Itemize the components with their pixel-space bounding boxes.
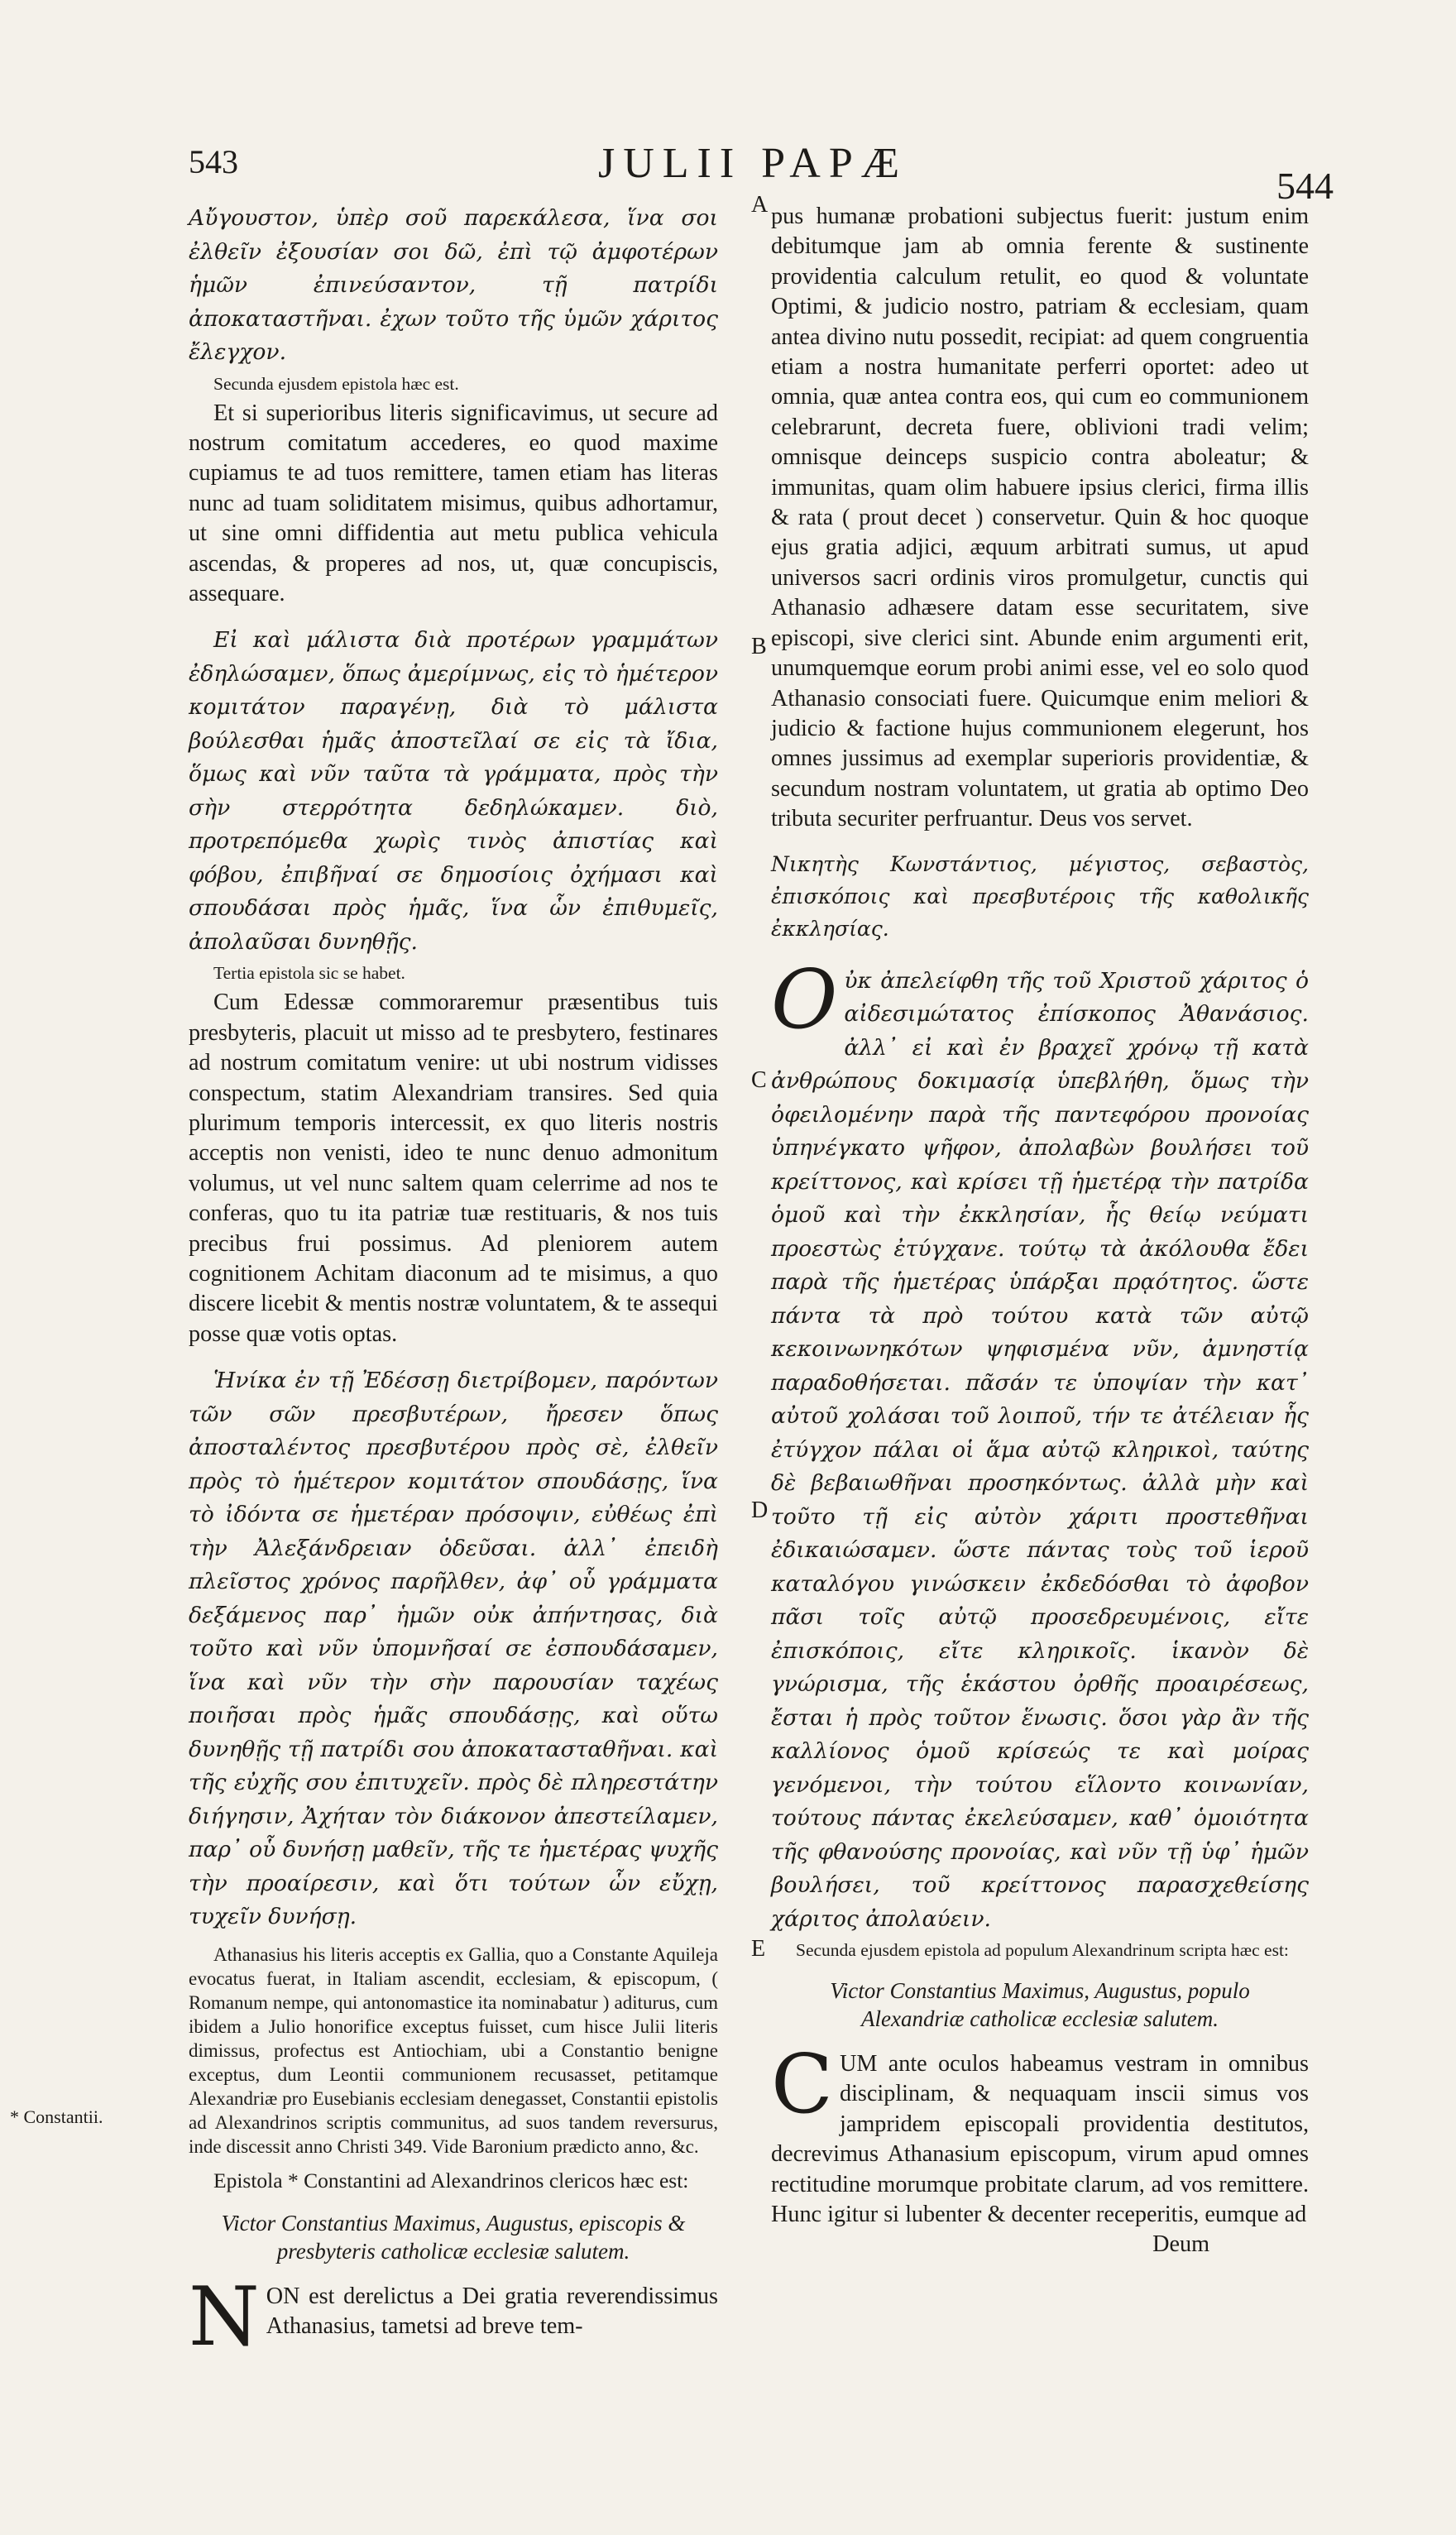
greek-text-block: Αὔγουστον, ὑπὲρ σοῦ παρεκάλεσα, ἵνα σοι ἐλθεῖν ἐξουσίαν σοι δῶ, ἐπὶ τῷ ἀμφοτέρων ἡμῶν ἐπινεύσαντον, τῇ πατρίδι ἀποκαταστῆναι. ἐχων τοῦτο τῆς ὑμῶν χάριτος ἔλεγχον. [189, 205, 718, 365]
page-number-left: 543 [189, 143, 238, 180]
epistle-label: Secunda ejusdem epistola ad populum Alexandrinum scripta hæc est: [796, 1940, 1289, 1961]
left-column [189, 202, 718, 2365]
address-heading: Victor Constantius Maximus, Augustus, episcopis & presbyteris catholicæ ecclesiæ salutem. [221, 2210, 686, 2264]
latin-text-block: Cum Edessæ commoraremur præsentibus tuis presbyteris, placuit ut misso ad te presbytero, festinares ad nostrum comitatum venire: ut ubi nostrum vidisses conspectum, statim Alexandriam transires. Sed quia plurimum temporis intercessit, ex quo literis nostris acceptis non venisti, ideo te nunc denuo admonitum volumus, ut vel nunc saltem quam celerrime ad nos te conferas, quo tu ita patriæ tuæ restituaris, & nos tuis precibus frui possimus. Ad pleniorem autem cognitionem Achitam diaconum ad te misimus, a quo discere licebit & mentis nostræ voluntatem, & te assequi posse quæ votis optas. [189, 990, 718, 1347]
page-header [165, 132, 1340, 207]
section-marker-b: B [751, 634, 767, 659]
address-heading: Victor Constantius Maximus, Augustus, populo Alexandriæ catholicæ ecclesiæ salutem. [830, 1978, 1250, 2032]
section-marker-a: A [751, 192, 769, 218]
latin-text-block: Et si superioribus literis significavimus, ut secure ad nostrum comitatum accederes, eo quod maxime cupiamus te ad tuos remittere, tamen etiam has literas nunc ad tuam soliditatem misimus, quibus adhortamur, ut sine omni diffidentia aut metu publica vehicula ascendas, & properes ad nos, ut, quæ concupiscis, assequare. [189, 400, 718, 606]
greek-address-heading: Νικητὴς Κωνστάντιος, μέγιστος, σεβαστὸς, ἐπισκόποις καὶ πρεσβυτέροις τῆς καθολικῆς ἐκκλησίας. [771, 851, 1309, 941]
running-title: JULII PAPÆ [597, 140, 908, 187]
greek-text-block: Εἰ καὶ μάλιστα διὰ προτέρων γραμμάτων ἐδηλώσαμεν, ὅπως ἀμερίμνως, εἰς τὸ ἡμέτερον κομιτάτον παραγένῃ, διὰ τὸ μάλιστα βούλεσθαι ἡμᾶς ἀποστεῖλαί σε εἰς τὰ ἴδια, ὅμως καὶ νῦν ταῦτα τὰ γράμματα, πρὸς τὴν σὴν στερρότητα δεδηλώκαμεν. διὸ, προτρεπόμεθα χωρὶς τινὸς ἀπιστίας καὶ φόβου, ἐπιβῆναί σε δημοσίοις ὀχήμασι καὶ σπουδάσαι πρὸς ἡμᾶς, ἵνα ὧν ἐπιθυμεῖς, ἀπολαῦσαι δυνηθῇς. [189, 627, 718, 955]
latin-text-block: CUM ante oculos habeamus vestram in omnibus disciplinam, & nequaquam inscii simus vos jampridem episcopali providentia destitutos, decrevimus Athanasium episcopum, virum apud omnes rectitudine morumque probitate clarum, ad vos remittere. Hunc igitur si lubenter & decenter receperitis, eumque ad [771, 2038, 1309, 2228]
epistle-label: Secunda ejusdem epistola hæc est. [213, 373, 459, 394]
drop-capital: C [771, 2038, 833, 2133]
catchword: Deum [1152, 2231, 1209, 2258]
epistola-line: Epistola * Constantini ad Alexandrinos clericos hæc est: [213, 2168, 689, 2192]
margin-note: * Constantii. [10, 2106, 103, 2127]
latin-text-block: pus humanæ probationi subjectus fuerit: justum enim debitumque jam ab omnia ferente & sustinente providentia calculum retulit, eo quod & voluntate Optimi, & judicio nostro, patriam & ecclesiam, quam antea divino nutu possedit, recipiat: ad quem congruentia etiam a nostra humanitate perferri oportet: adeo ut omnia, quæ antea contra eos, qui cum eo communionem celebrarunt, decreta fuere, oblivioni tradi velim; omnisque deinceps suspicio contra aboleatur; & immunitas, quam olim habuere ipsius clerici, firma illis & rata ( prout decet ) conservetur. Quin & hoc quoque ejus gratia adjici, æquum arbitrati sumus, ut apud universos sacri ordinis viros promulgetur, cunctis qui Athanasio adhæsere datam esse securitatem, sive episcopi, sive clerici sint. Abunde enim argumenti erit, unumquemque eorum probi animi esse, vel eo solo quod Athanasio consociati fuere. Quicumque enim meliori & judicio & factione hujus communionem elegerunt, hos omnes jussimus ad exemplar superioris providentiæ, & secundum nostram voluntatem, ut gratia ab optimo Deo tributa securiter perfruantur. Deus vos servet. [771, 204, 1309, 832]
page-number-right: 544 [1276, 165, 1334, 207]
latin-text-block: NON est derelictus a Dei gratia reverendissimus Athanasius, tametsi ad breve tem- [189, 2269, 718, 2365]
section-marker-d: D [751, 1498, 769, 1523]
drop-capital: N [189, 2269, 260, 2365]
epistle-label: Tertia epistola sic se habet. [213, 963, 405, 984]
right-column [771, 202, 1309, 2260]
drop-capital: Ο [771, 952, 838, 1047]
greek-text-block: Οὐκ ἀπελείφθη τῆς τοῦ Χριστοῦ χάριτος ὁ αἰδεσιμώτατος ἐπίσκοπος Ἀθανάσιος. ἀλλ᾽ εἰ καὶ ἐν βραχεῖ χρόνῳ τῇ κατὰ ἀνθρώπους δοκιμασίᾳ ὑπεβλήθη, ὅμως τὴν ὀφειλομένην παρὰ τῆς παντεφόρου προνοίας ὑπηνέγκατο ψῆφον, ἀπολαβὼν βουλήσει τοῦ κρείττονος, καὶ κρίσει τῇ ἡμετέρᾳ τὴν πατρίδα ὁμοῦ καὶ τὴν ἐκκλησίαν, ἧς θείῳ νεύματι προεστὼς ἐτύγχανε. τούτῳ τὰ ἀκόλουθα ἔδει παρὰ τῆς ἡμετέρας ὑπάρξαι πρᾳότητος. ὥστε πάντα τὰ πρὸ τούτου κατὰ τῶν αὐτῷ κεκοινωνηκότων ψηφισμένα νῦν, ἀμνηστίᾳ παραδοθήσεται. πᾶσάν τε ὑποψίαν τὴν κατ᾽ αὐτοῦ χολάσαι τοῦ λοιποῦ, τήν τε ἀτέλειαν ἧς ἐτύγχον πάλαι οἱ ἅμα αὐτῷ κληρικοὶ, ταύτης δὲ βεβαιωθῆναι προσηκόντως. ἀλλὰ μὴν καὶ τοῦτο τῇ εἰς αὐτὸν χάριτι προστεθῆναι ἐδικαιώσαμεν. ὥστε πάντας τοὺς τοῦ ἱεροῦ καταλόγου γινώσκειν ἐκδεδόσθαι τὸ ἀφοβον πᾶσι τοῖς αὐτῷ προσεδρευμένοις, εἴτε ἐπισκόποις, εἴτε κληρικοῖς. ἱκανὸν δὲ γνώρισμα, τῆς ἑκάστου ὀρθῆς προαιρέσεως, ἔσται ἡ πρὸς τοῦτον ἕνωσις. ὅσοι γὰρ ἂν τῆς καλλίονος ὁμοῦ κρίσεώς τε καὶ μοίρας γενόμενοι, τὴν τούτου εἵλοντο κοινωνίαν, τούτους πάντας ἐκελεύσαμεν, καθ᾽ ὁμοιότητα τῆς φθανούσης προνοίας, καὶ νῦν τῇ ὑφ᾽ ἡμῶν βουλήσει, τοῦ κρείττονος παρασχεθείσης χάριτος ἀπολαύειν. [771, 952, 1309, 1932]
editorial-note: Athanasius his literis acceptis ex Gallia, quo a Constante Aquileja evocatus fuerat, in Italiam ascendit, ecclesiam, & episcopum, ( Romanum nempe, qui antonomastice ita nominabatur ) aditurus, cum ibidem a Julio honorifice exceptus fuisset, cum hisce Julii literis dimissus, profectus est Antiochiam, ubi a Constantio benigne exceptus, dum Leontii communionem recusasset, petitamque Alexandriæ pro Eusebianis ecclesiam denegasset, Constantii epistolis ad Alexandrinos scriptis communitus, ad suos tandem reversurus, inde discessit anno Christi 349. Vide Baronium prædicto anno, &c. [189, 1943, 718, 2157]
greek-text-block: Ἡνίκα ἐν τῇ Ἐδέσσῃ διετρίβομεν, παρόντων τῶν σῶν πρεσβυτέρων, ἤρεσεν ὅπως ἀποσταλέντος πρεσβυτέρου πρὸς σὲ, ἐλθεῖν πρὸς τὸ ἡμέτερον κομιτάτον σπουδάσῃς, ἵνα τὸ ἰδόντα σε ἡμετέραν πρόσοψιν, εὐθέως ἐπὶ τὴν Ἀλεξάνδρειαν ὁδεῦσαι. ἀλλ᾽ ἐπειδὴ πλεῖστος χρόνος παρῆλθεν, ἀφ᾽ οὗ γράμματα δεξάμενος παρ᾽ ἡμῶν οὐκ ἀπήντησας, διὰ τοῦτο καὶ νῦν ὑπομνῆσαί σε ἐσπουδάσαμεν, ἵνα καὶ νῦν τὴν σὴν παρουσίαν ταχέως ποιῆσαι πρὸς ἡμᾶς σπουδάσῃς, καὶ οὕτω δυνηθῇς τῇ πατρίδι σου ἀποκατασταθῆναι. καὶ τῆς εὐχῆς σου ἐπιτυχεῖν. πρὸς δὲ πληρεστάτην διήγησιν, Ἀχήταν τὸν διάκονον ἀπεστείλαμεν, παρ᾽ οὗ δυνήσῃ μαθεῖν, τῆς τε ἡμετέρας ψυχῆς τὴν προαίρεσιν, καὶ ὅτι τούτων ὧν εὔχῃ, τυχεῖν δυνήσῃ. [189, 1368, 718, 1930]
section-marker-c: C [751, 1067, 767, 1093]
section-marker-e: E [751, 1936, 766, 1962]
